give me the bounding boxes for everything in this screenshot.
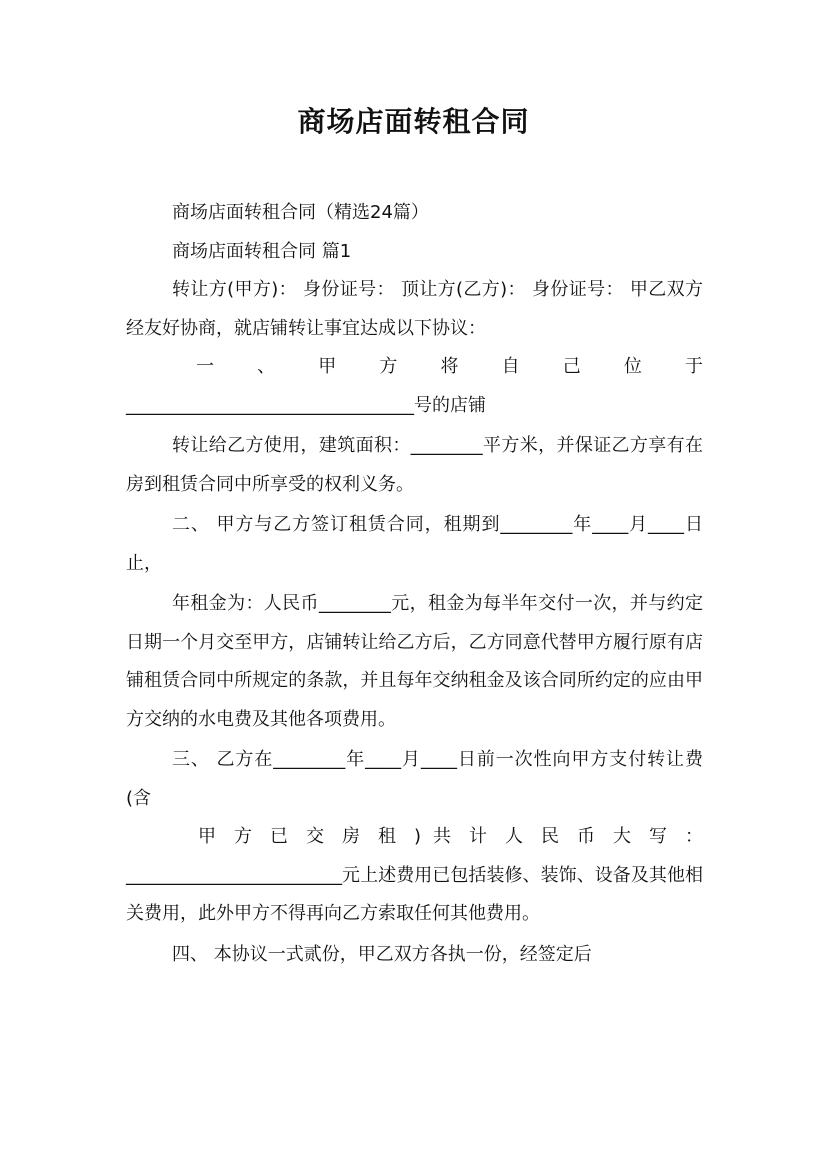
paragraph-subtitle: 商场店面转租合同（精选24篇）	[172, 202, 429, 223]
paragraph-clause-1-area: 转让给乙方使用，建筑面积：________平方米，并保证乙方享有在房到租赁合同中所享受的权利义务。	[126, 435, 703, 495]
document-title: 商场店面转租合同	[297, 105, 530, 138]
paragraph-clause-2: 二、 甲方与乙方签订租赁合同，租期到________年____月____日止，	[126, 514, 703, 574]
paragraph-clause-3: 三、 乙方在________年____月____日前一次性向甲方支付转让费(含	[126, 749, 703, 809]
document-body	[126, 194, 703, 974]
paragraph-clause-3-amount: 甲 方 已 交 房 租 ) 共 计 人 民 币 大 写 ：	[198, 826, 703, 847]
paragraph-clause-4: 四、 本协议一式贰份，甲乙双方各执一份，经签定后	[172, 943, 592, 965]
paragraph-clause-2-rent: 年租金为：人民币________元，租金为每半年交付一次，并与约定日期一个月交至甲方，店铺转让给乙方后，乙方同意代替甲方履行原有店铺租赁合同中所规定的条款，并且每年交纳租金及该合同所约定的应由甲方交纳的水电费及其他各项费用。	[126, 593, 703, 730]
paragraph-parties: 转让方(甲方)： 身份证号： 顶让方(乙方)： 身份证号： 甲乙双方经友好协商，就店铺转让事宜达成以下协议：	[126, 279, 703, 339]
paragraph-clause-1-address: ________________________________号的店铺	[126, 394, 486, 416]
paragraph-clause-3-fees: ________________________元上述费用已包括装修、装饰、设备及其他相关费用，此外甲方不得再向乙方索取任何其他费用。	[126, 864, 703, 924]
paragraph-clause-1-intro: 一 、 甲 方 将 自 己 位 于	[196, 356, 703, 377]
paragraph-section-heading: 商场店面转租合同 篇1	[172, 240, 352, 262]
